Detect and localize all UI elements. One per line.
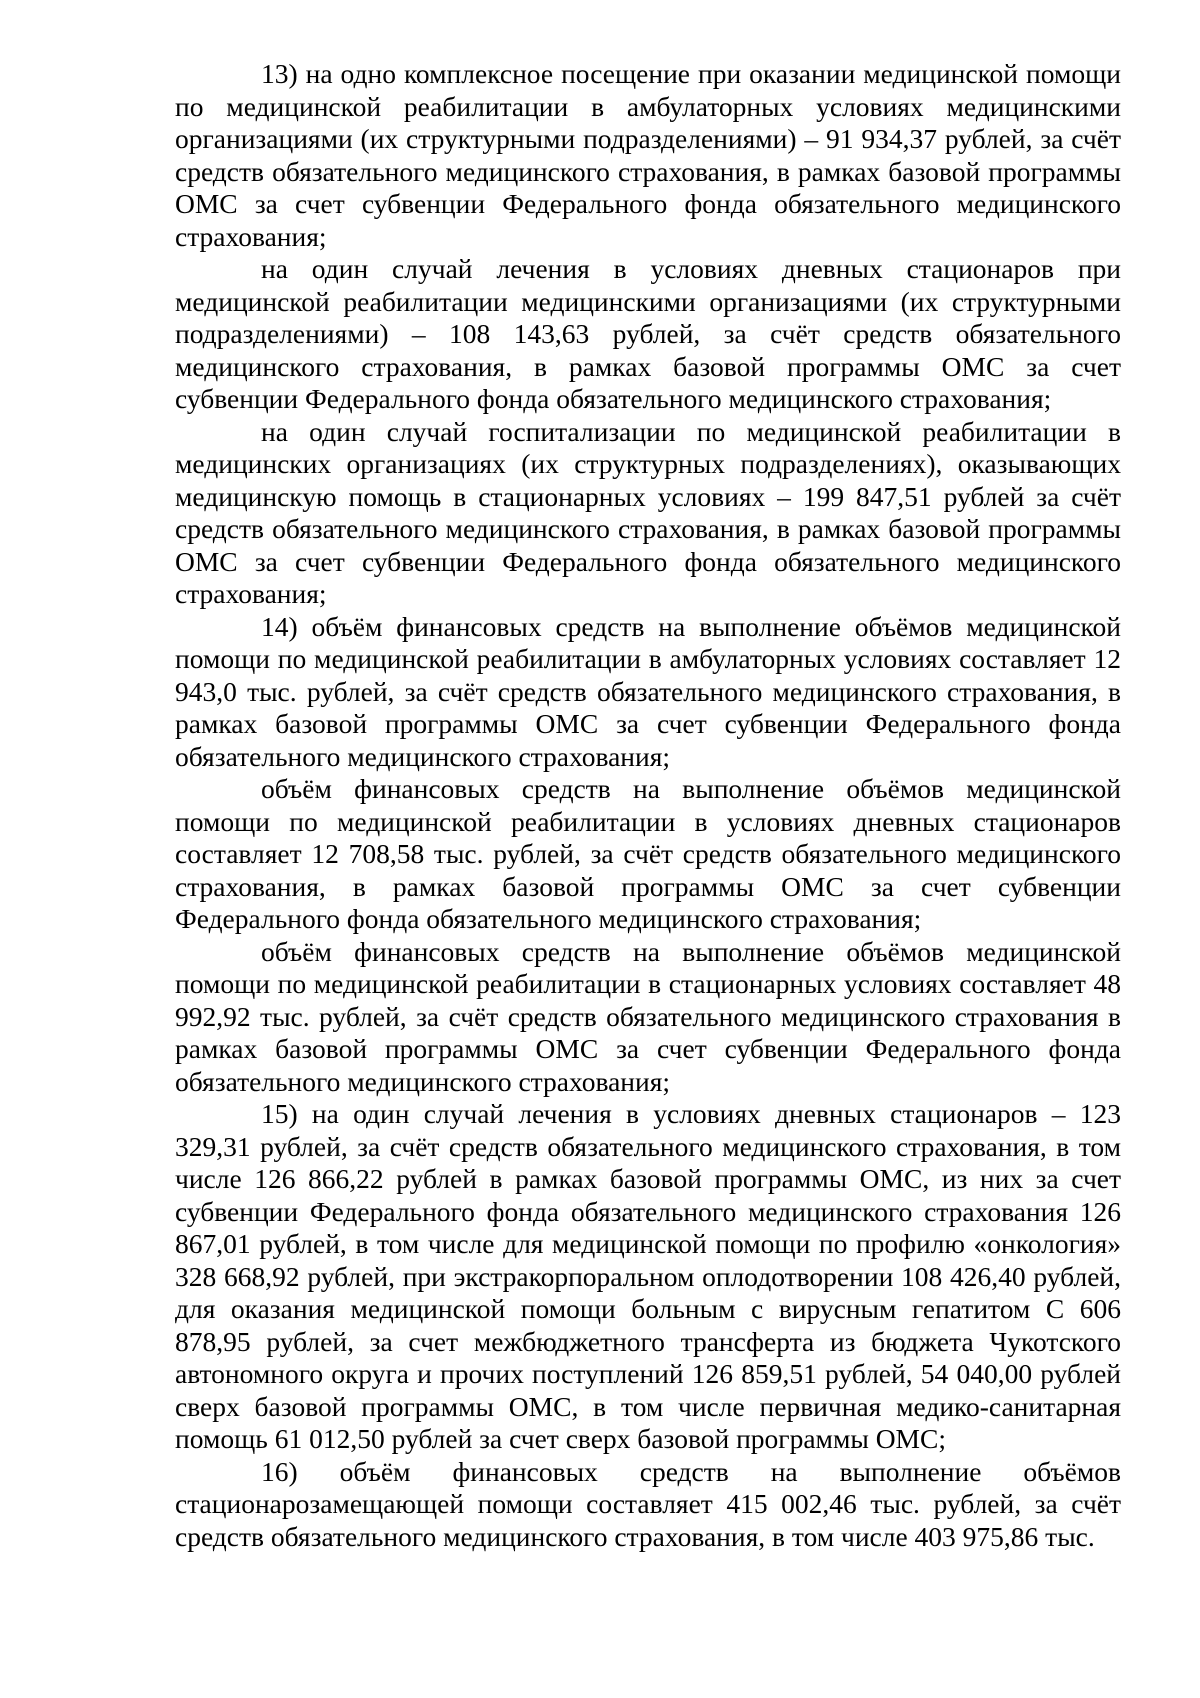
paragraph-14-ambulatory-funding: 14) объём финансовых средств на выполнение объёмов медицинской помощи по медицинской реабилитации в амбулаторных условиях составляет 12 943,0 тыс. рублей, за счёт средств обязательного медицинского страхования, в рамках базовой программы ОМС за счет субвенции Федерального фонда обязательного медицинского страхования; [175, 610, 1121, 772]
paragraph-day-hospital-funding: объём финансовых средств на выполнение объёмов медицинской помощи по медицинской реабилитации в условиях дневных стационаров составляет 12 708,58 тыс. рублей, за счёт средств обязательного медицинского страхования, в рамках базовой программы ОМС за счет субвенции Федерального фонда обязательного медицинского страхования; [175, 773, 1121, 934]
paragraph-inpatient-funding: объём финансовых средств на выполнение объёмов медицинской помощи по медицинской реабилитации в стационарных условиях составляет 48 992,92 тыс. рублей, за счёт средств обязательного медицинского страхования в рамках базовой программы ОМС за счет субвенции Федерального фонда обязательного медицинского страхования; [175, 935, 1121, 1097]
document-page [175, 58, 1121, 1553]
paragraph-15-day-hospital-case: 15) на один случай лечения в условиях дневных стационаров – 123 329,31 рублей, за счёт средств обязательного медицинского страхования, в том числе 126 866,22 рублей в рамках базовой программы ОМС, из них за счет субвенции Федерального фонда обязательного медицинского страхования 126 867,01 рублей, в том числе для медицинской помощи по профилю «онкология» 328 668,92 рублей, при экстракорпоральном оплодотворении 108 426,40 рублей, для оказания медицинской помощи больным с вирусным гепатитом С 606 878,95 рублей, за счет межбюджетного трансферта из бюджета Чукотского автономного округа и прочих поступлений 126 859,51 рублей, 54 040,00 рублей сверх базовой программы ОМС, в том числе первичная медико-санитарная помощь 61 012,50 рублей за счет сверх базовой программы ОМС; [175, 1098, 1121, 1454]
paragraph-13-ambulatory-rehab: 13) на одно комплексное посещение при оказании медицинской помощи по медицинской реабилитации в амбулаторных условиях медицинскими организациями (их структурными подразделениями) – 91 934,37 рублей, за счёт средств обязательного медицинского страхования, в рамках базовой программы ОМС за счет субвенции Федерального фонда обязательного медицинского страхования; [175, 58, 1121, 252]
paragraph-16-substitution-funding: 16) объём финансовых средств на выполнение объёмов стационарозамещающей помощи составляет 415 002,46 тыс. рублей, за счёт средств обязательного медицинского страхования, в том числе 403 975,86 тыс. [175, 1455, 1121, 1552]
paragraph-hospitalization-rehab: на один случай госпитализации по медицинской реабилитации в медицинских организациях (их структурных подразделениях), оказывающих медицинскую помощь в стационарных условиях – 199 847,51 рублей за счёт средств обязательного медицинского страхования, в рамках базовой программы ОМС за счет субвенции Федерального фонда обязательного медицинского страхования; [175, 415, 1121, 609]
paragraph-day-hospital-rehab: на один случай лечения в условиях дневных стационаров при медицинской реабилитации медицинскими организациями (их структурными подразделениями) – 108 143,63 рублей, за счёт средств обязательного медицинского страхования, в рамках базовой программы ОМС за счет субвенции Федерального фонда обязательного медицинского страхования; [175, 253, 1121, 414]
